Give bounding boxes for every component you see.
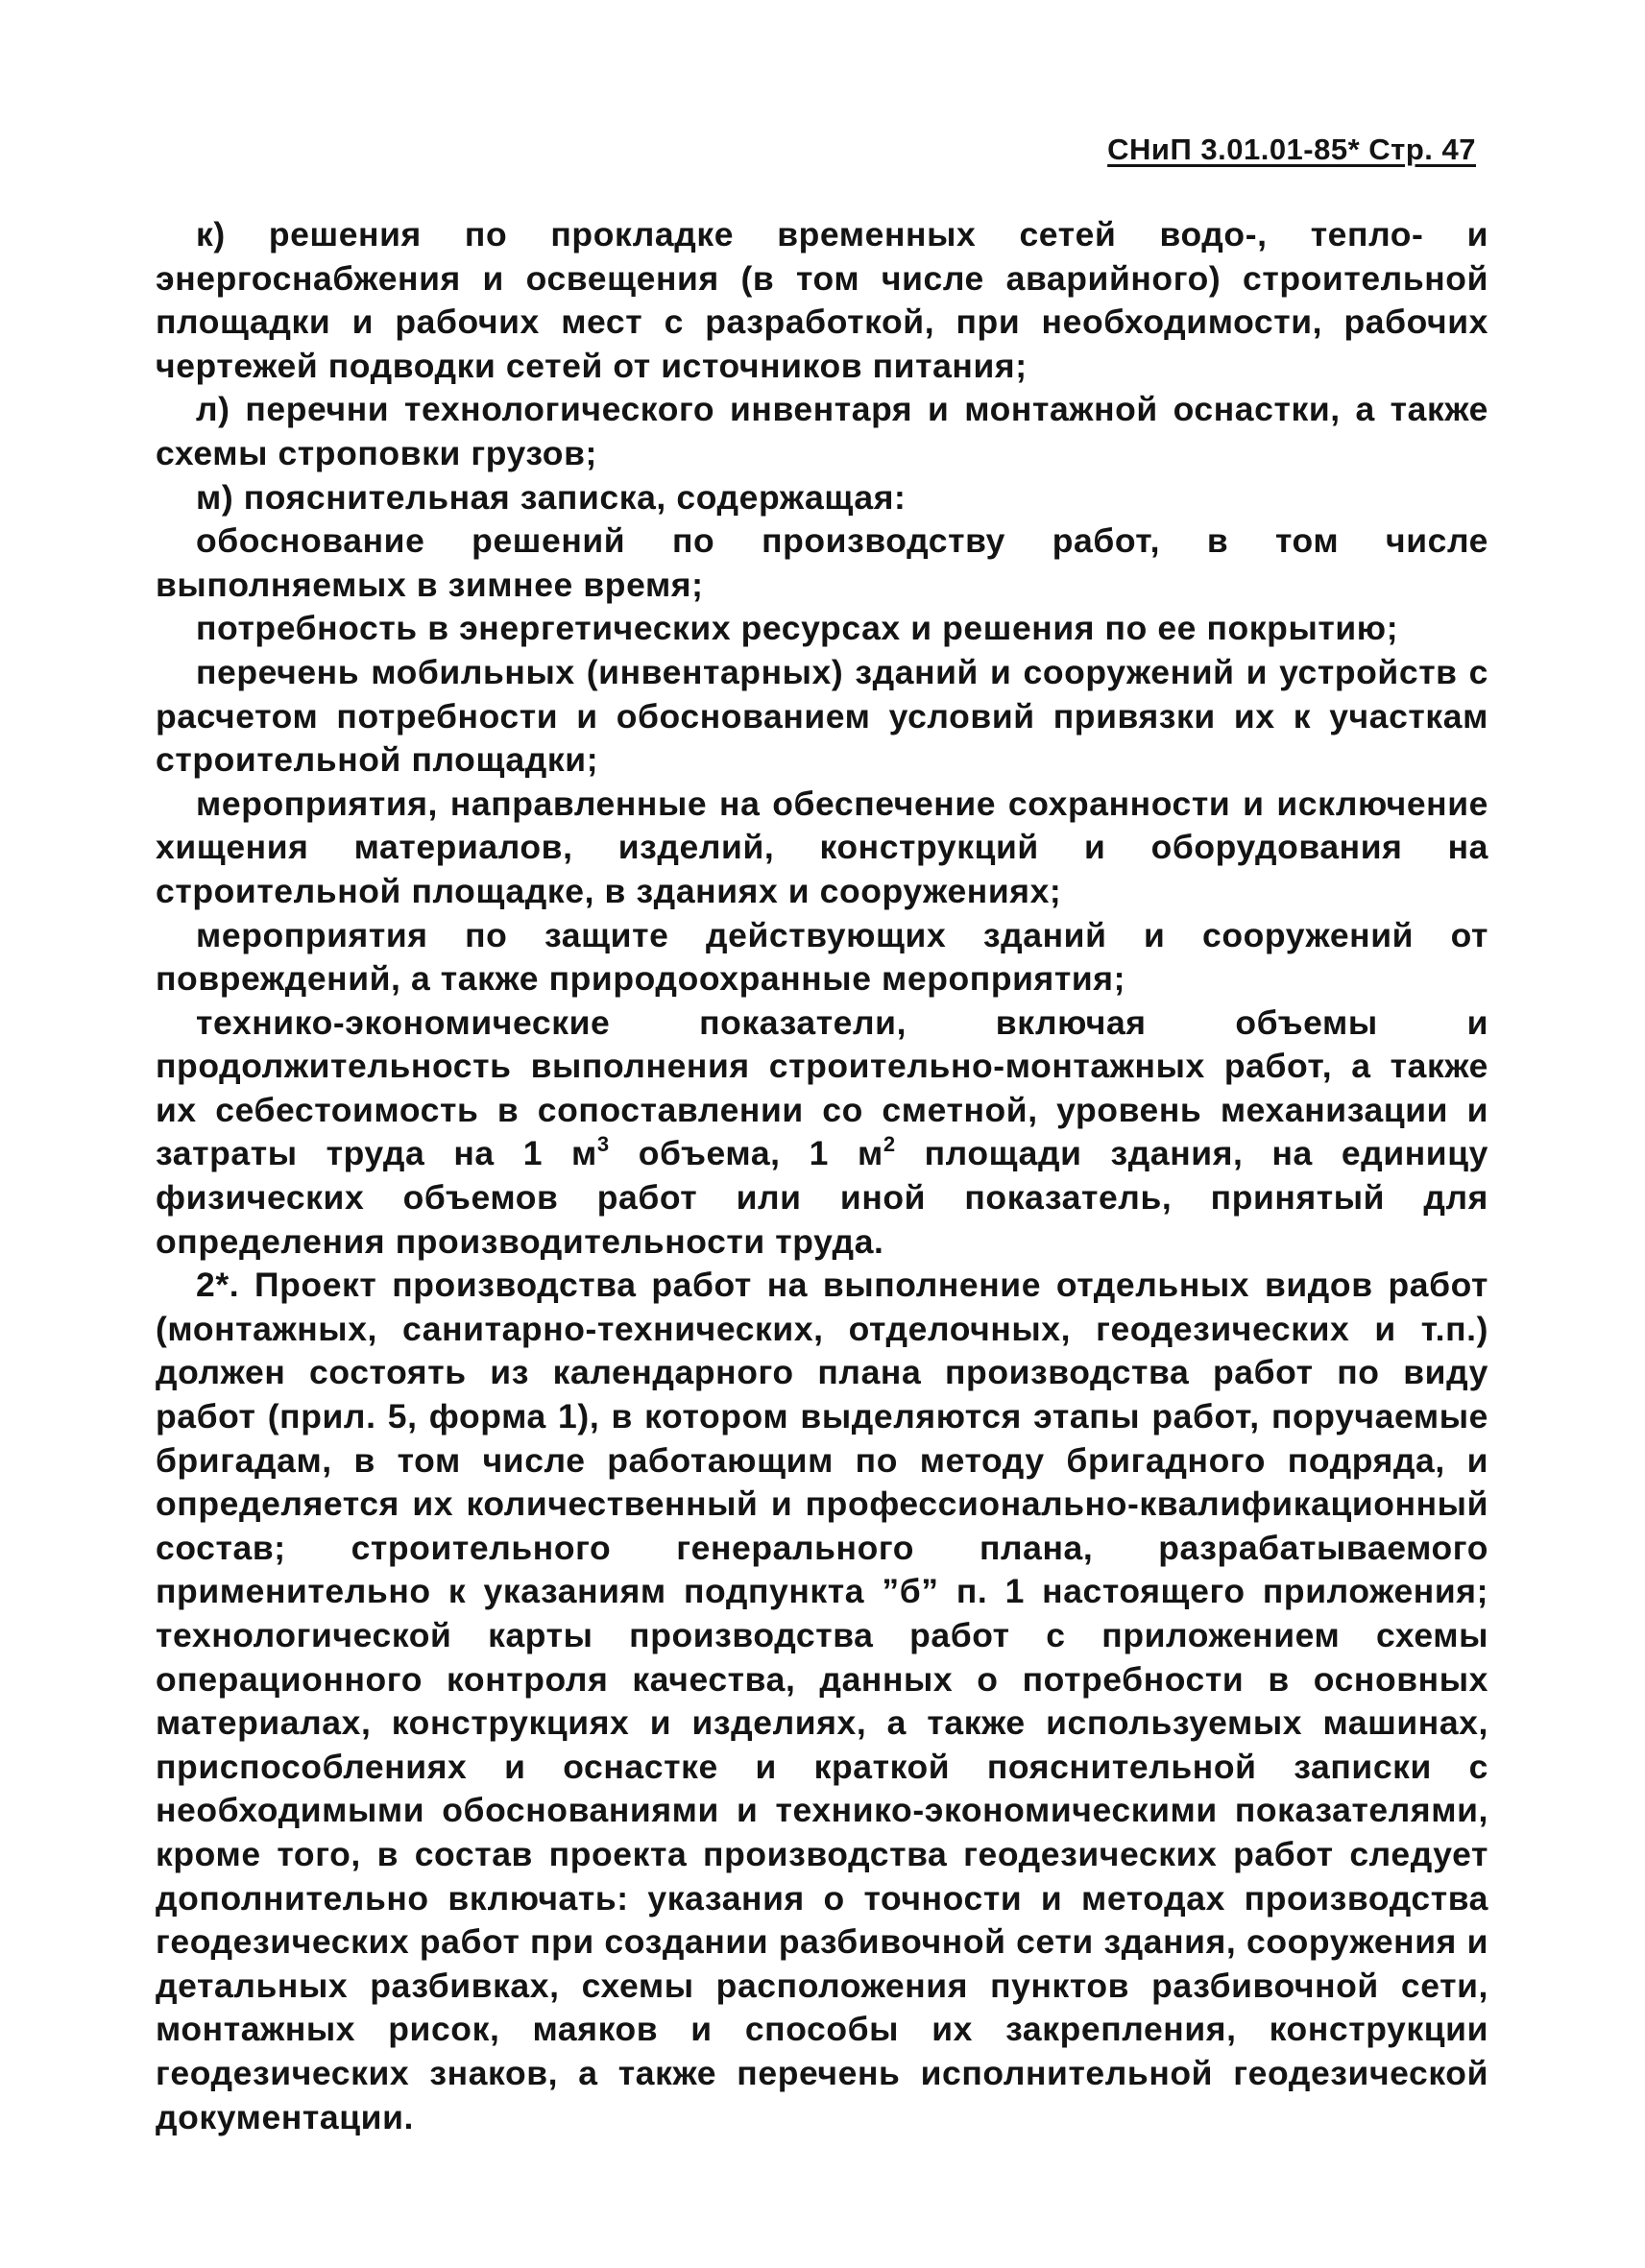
document-body bbox=[156, 213, 1488, 2139]
paragraph-m-mobile-buildings: перечень мобильных (инвентарных) зданий и сооружений и устройств с расчетом потребности и обоснованием условий привязки их к участкам строительной площадки; bbox=[156, 652, 1488, 780]
paragraph-m-energy: потребность в энергетических ресурсах и решения по ее покрытию; bbox=[196, 609, 1399, 648]
running-header: СНиП 3.01.01-85* Стр. 47 bbox=[1107, 133, 1476, 166]
superscript-square: 2 bbox=[883, 1132, 896, 1157]
paragraph-m-protection: мероприятия по защите действующих зданий и сооружений от повреждений, а также природоохранные мероприятия; bbox=[156, 915, 1488, 999]
paragraph-2: 2*. Проект производства работ на выполнение отдельных видов работ (монтажных, санитарно-технических, отделочных, геодезических и т.п.) должен состоять из календарного плана производства работ по виду работ (прил. 5, форма 1), в котором выделяются этапы работ, поручаемые бригадам, в том числе работающим по методу бригадного подряда, и определяется их количественный и профессионально-квалификационный состав; строительного генерального плана, разрабатываемого применительно к указаниям подпункта ”б” п. 1 настоящего приложения; технологической карты производства работ с приложением схемы операционного контроля качества, данных о потребности в основных материалах, конструкциях и изделиях, а также используемых машинах, приспособлениях и оснастке и краткой пояснительной записки с необходимыми обоснованиями и технико-экономическими показателями, кроме того, в состав проекта производства геодезических работ следует дополнительно включать: указания о точности и методах производства геодезических работ при создании разбивочной сети здания, сооружения и детальных разбивках, схемы расположения пунктов разбивочной сети, монтажных рисок, маяков и способы их закрепления, конструкции геодезических знаков, а также перечень исполнительной геодезической документации. bbox=[156, 1266, 1488, 2136]
paragraph-k: к) решения по прокладке временных сетей водо-, тепло- и энергоснабжения и освещения (в том числе аварийного) строительной площадки и рабочих мест с разработкой, при необходимости, рабочих чертежей подводки сетей от источников питания; bbox=[156, 215, 1488, 385]
paragraph-m-safety: мероприятия, направленные на обеспечение сохранности и исключение хищения материалов, изделий, конструкций и оборудования на строительной площадке, в зданиях и сооружениях; bbox=[156, 784, 1488, 910]
indicators-text-2: объема, 1 м bbox=[609, 1134, 883, 1173]
paragraph-l: л) перечни технологического инвентаря и монтажной оснастки, а также схемы строповки грузов; bbox=[156, 390, 1488, 472]
indicators-text-1: технико-экономические показатели, включая объемы и продолжительность выполнения строительно-монтажных работ, а также их себестоимость в сопоставлении со сметной, уровень механизации и затраты труда на 1 м bbox=[156, 1002, 1488, 1173]
paragraph-m-justification: обоснование решений по производству работ, в том числе выполняемых в зимнее время; bbox=[156, 521, 1488, 604]
indicators-text-3: площади здания, на единицу физических объемов работ или иной показатель, принятый для определения производительности труда. bbox=[156, 1134, 1488, 1261]
paragraph-m-indicators bbox=[156, 1001, 1488, 1265]
superscript-cubic: 3 bbox=[596, 1132, 610, 1157]
paragraph-m: м) пояснительная записка, содержащая: bbox=[196, 477, 907, 517]
